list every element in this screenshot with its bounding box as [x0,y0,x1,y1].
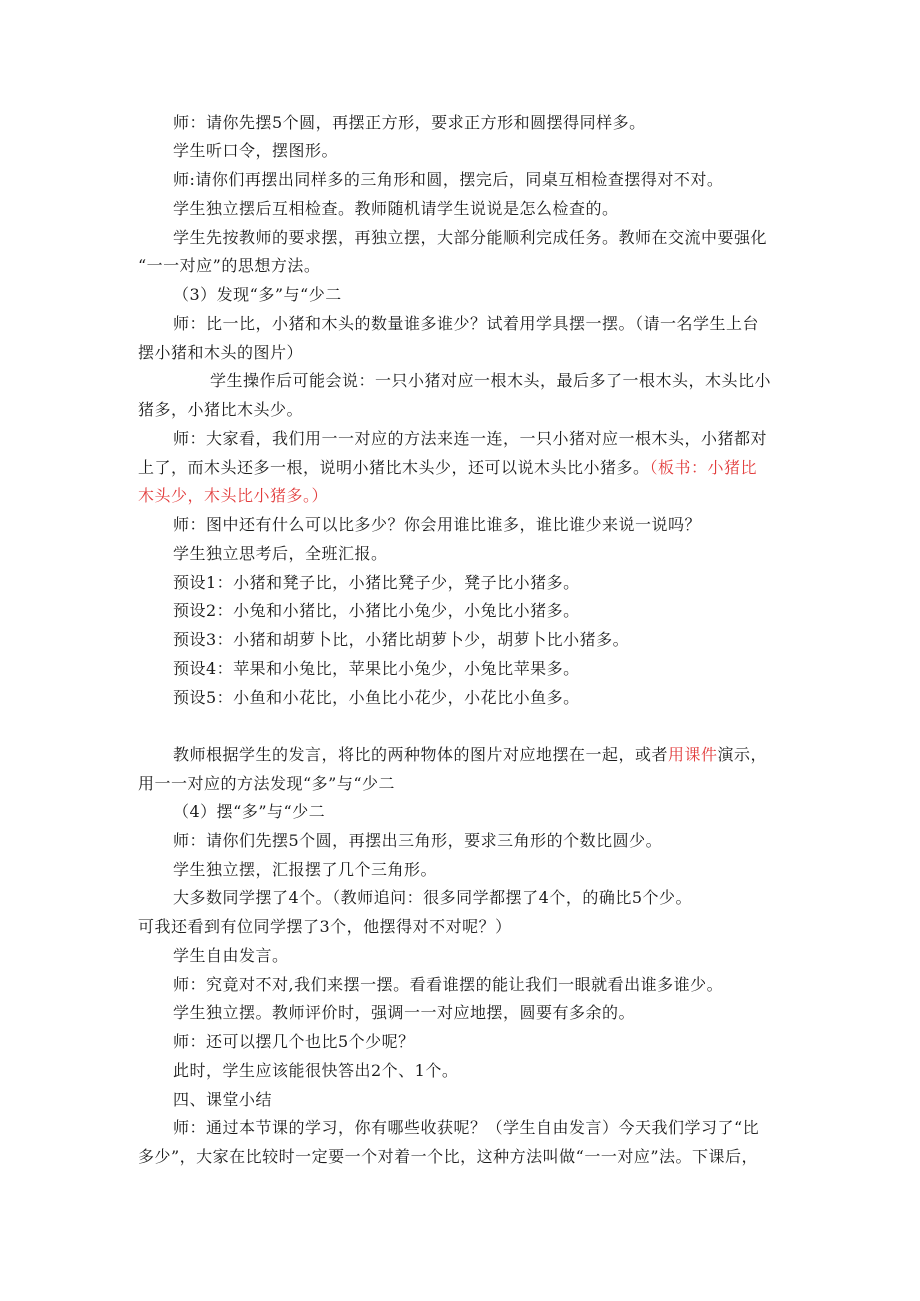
board-note-red: （板书：小猪比 [649,458,758,477]
text-line: 猪多，小猪比木头少。 [138,400,304,419]
preset-line: 预设4：苹果和小兔比，苹果比小兔少，小兔比苹果多。 [173,659,580,678]
text-line: 学生听口令，摆图形。 [173,141,339,160]
text-line: 师：请你们先摆5个圆，再摆出三角形，要求三角形的个数比圆少。 [173,831,663,850]
preset-line: 预设5：小鱼和小花比，小鱼比小花少，小花比小鱼多。 [173,688,580,707]
preset-line: 预设3：小猪和胡萝卜比，小猪比胡萝卜少，胡萝卜比小猪多。 [173,630,630,649]
text-line [138,458,757,478]
text-line: 师：大家看，我们用一一对应的方法来连一连，一只小猪对应一根木头，小猪都对 [173,429,768,448]
text-line: 师：请你先摆5个圆，再摆正方形，要求正方形和圆摆得同样多。 [173,113,646,132]
section-heading: （4）摆“多”与“少二 [173,802,326,821]
text-line: 师：比一比，小猪和木头的数量谁多谁少？试着用学具摆一摆。（请一名学生上台 [173,314,760,333]
text-line: 学生独立摆。教师评价时，强调一一对应地摆，圆要有多余的。 [173,1003,636,1022]
text-line: “一一对应”的思想方法。 [138,256,321,275]
text-line: 学生先按教师的要求摆，再独立摆，大部分能顺利完成任务。教师在交流中要强化 [173,228,768,247]
section-heading: 四、课堂小结 [173,1090,273,1109]
text-segment: 演示， [717,745,768,764]
text-line: 师：通过本节课的学习，你有哪些收获呢？（学生自由发言）今天我们学习了“比 [173,1118,760,1137]
text-line: 学生独立摆，汇报摆了几个三角形。 [173,860,438,879]
text-line: 摆小猪和木头的图片） [138,343,304,362]
text-line: 可我还看到有位同学摆了3个，他摆得对不对呢？） [138,917,512,936]
section-heading: （3）发现“多”与“少二 [173,285,342,304]
preset-line: 预设2：小兔和小猪比，小猪比小兔少，小兔比小猪多。 [173,601,580,620]
text-line: 学生自由发言。 [173,946,289,965]
text-line: 大多数同学摆了4个。（教师追问：很多同学都摆了4个，的确比5个少。 [173,888,693,907]
text-line: 师:请你们再摆出同样多的三角形和圆，摆完后，同桌互相检查摆得对不对。 [173,170,724,189]
text-line [173,745,767,765]
text-line: 师：究竟对不对,我们来摆一摆。看看谁摆的能让我们一眼就看出谁多谁少。 [173,975,724,994]
board-note-red: 木头少，木头比小猪多。） [138,486,329,505]
text-line: 用一一对应的方法发现“多”与“少二 [138,774,396,793]
text-line: 师：图中还有什么可以比多少？你会用谁比谁多，谁比谁少来说一说吗？ [173,515,702,534]
preset-line: 预设1：小猪和凳子比，小猪比凳子少，凳子比小猪多。 [173,573,580,592]
text-line: 学生独立摆后互相检查。教师随机请学生说说是怎么检查的。 [173,199,619,218]
text-line: 学生独立思考后，全班汇报。 [173,544,388,563]
text-line: 此时，学生应该能很快答出2个、1个。 [173,1061,459,1080]
text-segment: 上了，而木头还多一根，说明小猪比木头少，还可以说木头比小猪多。 [138,458,650,477]
text-line: 学生操作后可能会说：一只小猪对应一根木头，最后多了一根木头，木头比小 [210,371,772,390]
text-segment: 教师根据学生的发言，将比的两种物体的图片对应地摆在一起，或者 [173,745,669,764]
text-line: 师：还可以摆几个也比5个少呢？ [173,1032,415,1051]
courseware-note-red: 用课件 [668,745,718,764]
text-line: 多少”，大家在比较时一定要一个对着一个比，这种方法叫做“一一对应”法。下课后， [138,1147,759,1166]
